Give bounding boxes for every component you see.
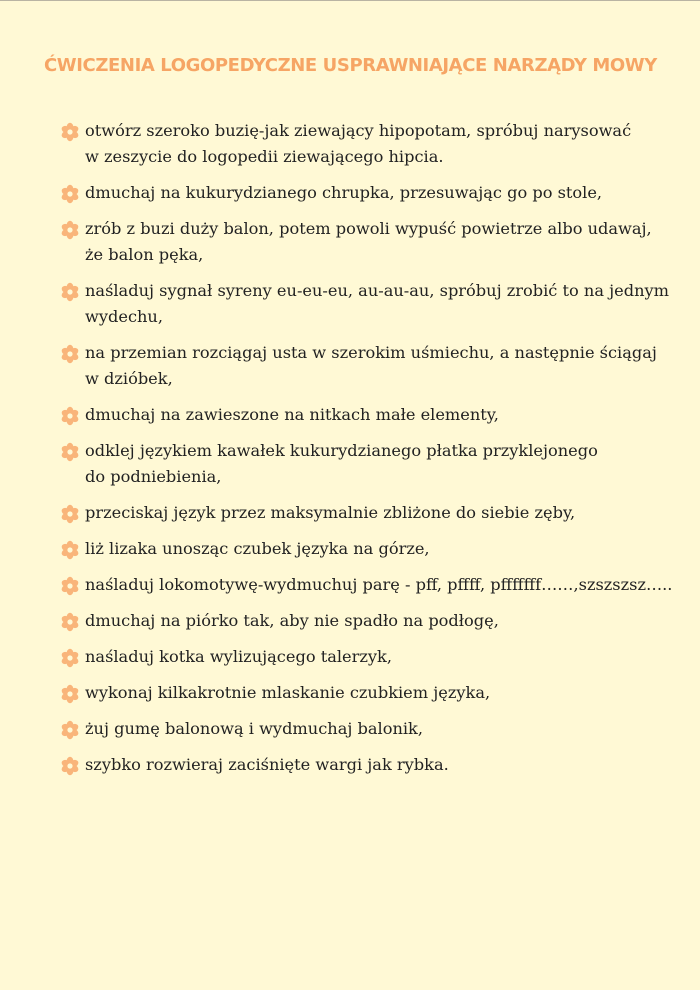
flower-icon bbox=[60, 344, 80, 364]
list-item-text: dmuchaj na piórko tak, aby nie spadło na podłogę, bbox=[85, 611, 499, 630]
list-item-text: liż lizaka unosząc czubek języka na górze, bbox=[85, 539, 430, 558]
top-border-line bbox=[0, 0, 700, 1]
page-title: ĆWICZENIA LOGOPEDYCZNE USPRAWNIAJĄCE NARZĄDY MOWY bbox=[44, 55, 657, 77]
flower-icon bbox=[60, 220, 80, 240]
list-item-text: wykonaj kilkakrotnie mlaskanie czubkiem języka, bbox=[85, 683, 491, 702]
list-item bbox=[60, 644, 680, 670]
flower-icon bbox=[60, 612, 80, 632]
list-item-text: naśladuj sygnał syreny eu-eu-eu, au-au-au, spróbuj zrobić to na jednym bbox=[85, 281, 670, 300]
list-item-text: wydechu, bbox=[85, 307, 164, 326]
list-item-text: na przemian rozciągaj usta w szerokim uśmiechu, a następnie ściągaj bbox=[85, 343, 657, 362]
list-item-text: do podniebienia, bbox=[85, 467, 222, 486]
list-item-text: w dzióbek, bbox=[85, 369, 173, 388]
flower-icon bbox=[60, 756, 80, 776]
list-item bbox=[60, 752, 680, 778]
flower-icon bbox=[60, 184, 80, 204]
list-item-text: otwórz szeroko buzię-jak ziewający hipopotam, spróbuj narysować bbox=[85, 121, 632, 140]
list-item bbox=[60, 118, 680, 170]
list-item-text: żuj gumę balonową i wydmuchaj balonik, bbox=[85, 719, 424, 738]
list-item-text: zrób z buzi duży balon, potem powoli wypuść powietrze albo udawaj, bbox=[85, 219, 652, 238]
list-item-text: że balon pęka, bbox=[85, 245, 204, 264]
list-item bbox=[60, 536, 680, 562]
flower-icon bbox=[60, 504, 80, 524]
exercise-list bbox=[60, 118, 680, 788]
list-item bbox=[60, 438, 680, 490]
flower-icon bbox=[60, 684, 80, 704]
flower-icon bbox=[60, 540, 80, 560]
list-item bbox=[60, 608, 680, 634]
list-item-text: naśladuj kotka wylizującego talerzyk, bbox=[85, 647, 392, 666]
list-item-text: przeciskaj język przez maksymalnie zbliżone do siebie zęby, bbox=[85, 503, 576, 522]
flower-icon bbox=[60, 282, 80, 302]
flower-icon bbox=[60, 648, 80, 668]
list-item-text: odklej językiem kawałek kukurydzianego płatka przyklejonego bbox=[85, 441, 598, 460]
list-item-text: w zeszycie do logopedii ziewającego hipcia. bbox=[85, 147, 444, 166]
list-item bbox=[60, 216, 680, 268]
list-item-text: szybko rozwieraj zaciśnięte wargi jak rybka. bbox=[85, 755, 449, 774]
list-item-text: dmuchaj na kukurydzianego chrupka, przesuwając go po stole, bbox=[85, 183, 603, 202]
list-item bbox=[60, 278, 680, 330]
flower-icon bbox=[60, 406, 80, 426]
list-item bbox=[60, 402, 680, 428]
list-item bbox=[60, 572, 680, 598]
flower-icon bbox=[60, 122, 80, 142]
flower-icon bbox=[60, 576, 80, 596]
list-item bbox=[60, 180, 680, 206]
list-item bbox=[60, 716, 680, 742]
list-item bbox=[60, 340, 680, 392]
flower-icon bbox=[60, 442, 80, 462]
list-item bbox=[60, 680, 680, 706]
list-item bbox=[60, 500, 680, 526]
flower-icon bbox=[60, 720, 80, 740]
list-item-text: naśladuj lokomotywę-wydmuchuj parę - pff, pffff, pfffffff……,szszszsz….. bbox=[85, 575, 673, 594]
list-item-text: dmuchaj na zawieszone na nitkach małe elementy, bbox=[85, 405, 499, 424]
